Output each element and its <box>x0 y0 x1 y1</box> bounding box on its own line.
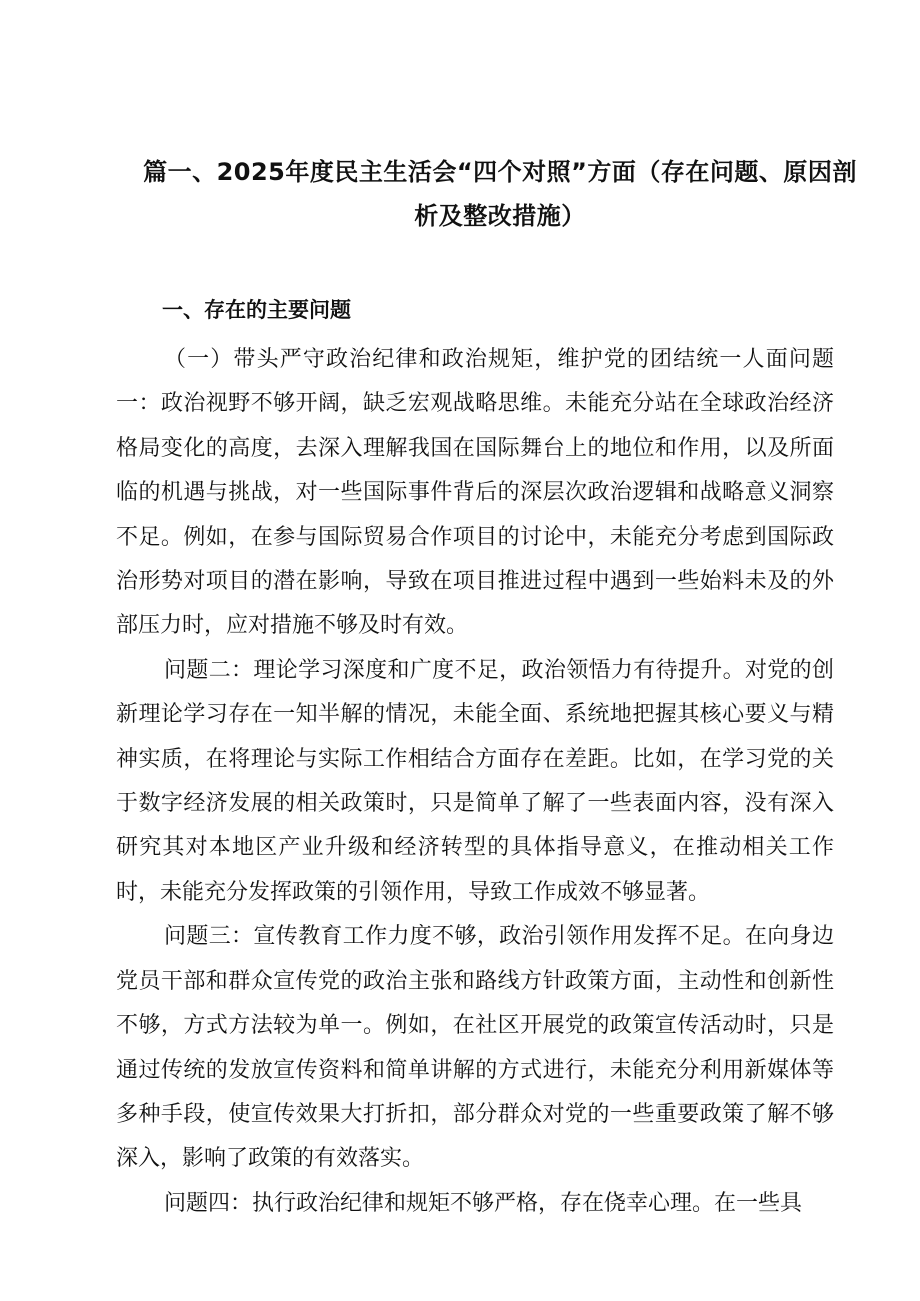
section-heading: 一、存在的主要问题 <box>162 298 351 322</box>
paragraph-problem-1: （一）带头严守政治纪律和政治规矩，维护党的团结统一人面问题一：政治视野不够开阔，缺乏宏观战略思维。未能充分站在全球政治经济格局变化的高度，去深入理解我国在国际舞台上的地位和作用，以及所面临的机遇与挑战，对一些国际事件背后的深层次政治逻辑和战略意义洞察不足。例如，在参与国际贸易合作项目的讨论中，未能充分考虑到国际政治形势对项目的潜在影响，导致在项目推进过程中遇到一些始料未及的外部压力时，应对措施不够及时有效。 <box>116 347 834 639</box>
paragraph-problem-3: 问题三：宣传教育工作力度不够，政治引领作用发挥不足。在向身边党员干部和群众宣传党的政治主张和路线方针政策方面，主动性和创新性不够，方式方法较为单一。例如，在社区开展党的政策宣传活动时，只是通过传统的发放宣传资料和简单讲解的方式进行，未能充分利用新媒体等多种手段，使宣传效果大打折扣，部分群众对党的一些重要政策了解不够深入，影响了政策的有效落实。 <box>116 924 834 1172</box>
paragraph-problem-4: 问题四：执行政治纪律和规矩不够严格，存在侥幸心理。在一些具 <box>164 1190 803 1216</box>
paragraph-problem-2: 问题二：理论学习深度和广度不足，政治领悟力有待提升。对党的创新理论学习存在一知半解的情况，未能全面、系统地把握其核心要义与精神实质，在将理论与实际工作相结合方面存在差距。比如，在学习党的关于数字经济发展的相关政策时，只是简单了解了一些表面内容，没有深入研究其对本地区产业升级和经济转型的具体指导意义，在推动相关工作时，未能充分发挥政策的引领作用，导致工作成效不够显著。 <box>116 657 834 905</box>
document-body <box>116 338 834 1226</box>
document-title: 篇一、2025年度民主生活会“四个对照”方面（存在问题、原因剖析及整改措施） <box>143 158 857 230</box>
